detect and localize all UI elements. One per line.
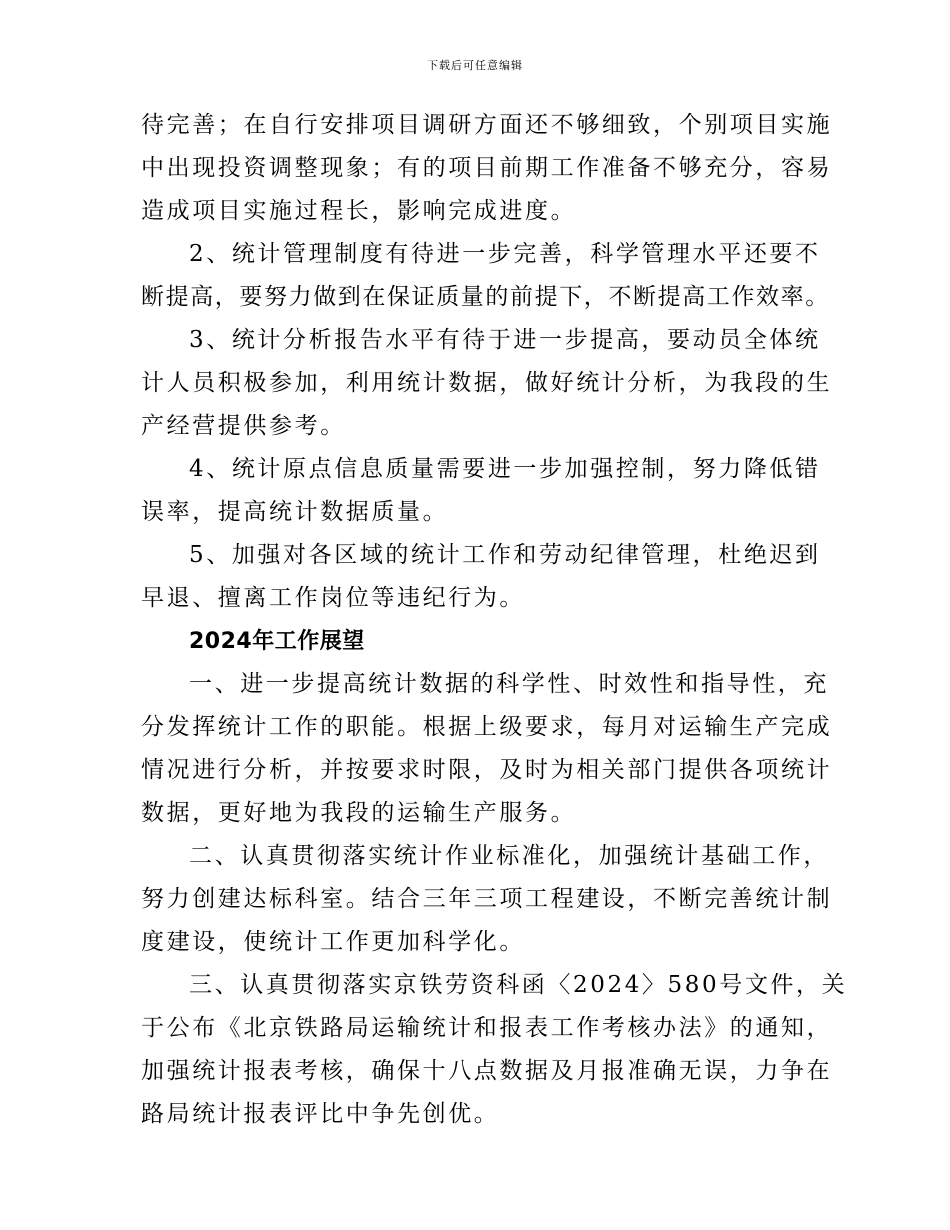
paragraph-line: 5、加强对各区域的统计工作和劳动纪律管理，杜绝迟到 xyxy=(189,542,821,568)
paragraph-line: 断提高，要努力做到在保证质量的前提下，不断提高工作效率。 xyxy=(141,284,830,310)
paragraph-line: 3、统计分析报告水平有待于进一步提高，要动员全体统 xyxy=(189,327,821,353)
paragraph-line: 努力创建达标科室。结合三年三项工程建设，不断完善统计制 xyxy=(141,886,833,912)
paragraph-line: 早退、擅离工作岗位等违纪行为。 xyxy=(141,585,525,611)
paragraph-line: 于公布《北京铁路局运输统计和报表工作考核办法》的通知， xyxy=(141,1015,833,1041)
paragraph-line: 度建设，使统计工作更加科学化。 xyxy=(141,929,525,955)
paragraph-line: 一、进一步提高统计数据的科学性、时效性和指导性，充 xyxy=(189,671,829,697)
paragraph-line: 中出现投资调整现象；有的项目前期工作准备不够充分，容易 xyxy=(141,155,833,181)
document-body xyxy=(141,104,848,1136)
paragraph-line: 误率，提高统计数据质量。 xyxy=(141,499,449,525)
paragraph-line: 路局统计报表评比中争先创优。 xyxy=(141,1101,500,1127)
paragraph-line: 加强统计报表考核，确保十八点数据及月报准确无误，力争在 xyxy=(141,1058,833,1084)
paragraph-line: 2、统计管理制度有待进一步完善，科学管理水平还要不 xyxy=(189,241,821,267)
paragraph-line: 产经营提供参考。 xyxy=(141,413,346,439)
paragraph-line: 数据，更好地为我段的运输生产服务。 xyxy=(141,800,577,826)
paragraph-line: 分发挥统计工作的职能。根据上级要求，每月对运输生产完成 xyxy=(141,714,833,740)
paragraph-line: 情况进行分析，并按要求时限，及时为相关部门提供各项统计 xyxy=(141,757,833,783)
paragraph-line: 待完善；在自行安排项目调研方面还不够细致，个别项目实施 xyxy=(141,112,833,138)
paragraph-line: 4、统计原点信息质量需要进一步加强控制，努力降低错 xyxy=(189,456,821,482)
paragraph-line: 二、认真贯彻落实统计作业标准化，加强统计基础工作， xyxy=(189,843,829,869)
header-note: 下载后可任意编辑 xyxy=(427,59,523,72)
paragraph-line: 造成项目实施过程长，影响完成进度。 xyxy=(141,198,577,224)
paragraph-line: 计人员积极参加，利用统计数据，做好统计分析，为我段的生 xyxy=(141,370,833,396)
paragraph-line: 三、认真贯彻落实京铁劳资科函〈2024〉580号文件，关 xyxy=(189,972,848,998)
section-heading: 2024年工作展望 xyxy=(189,629,365,654)
